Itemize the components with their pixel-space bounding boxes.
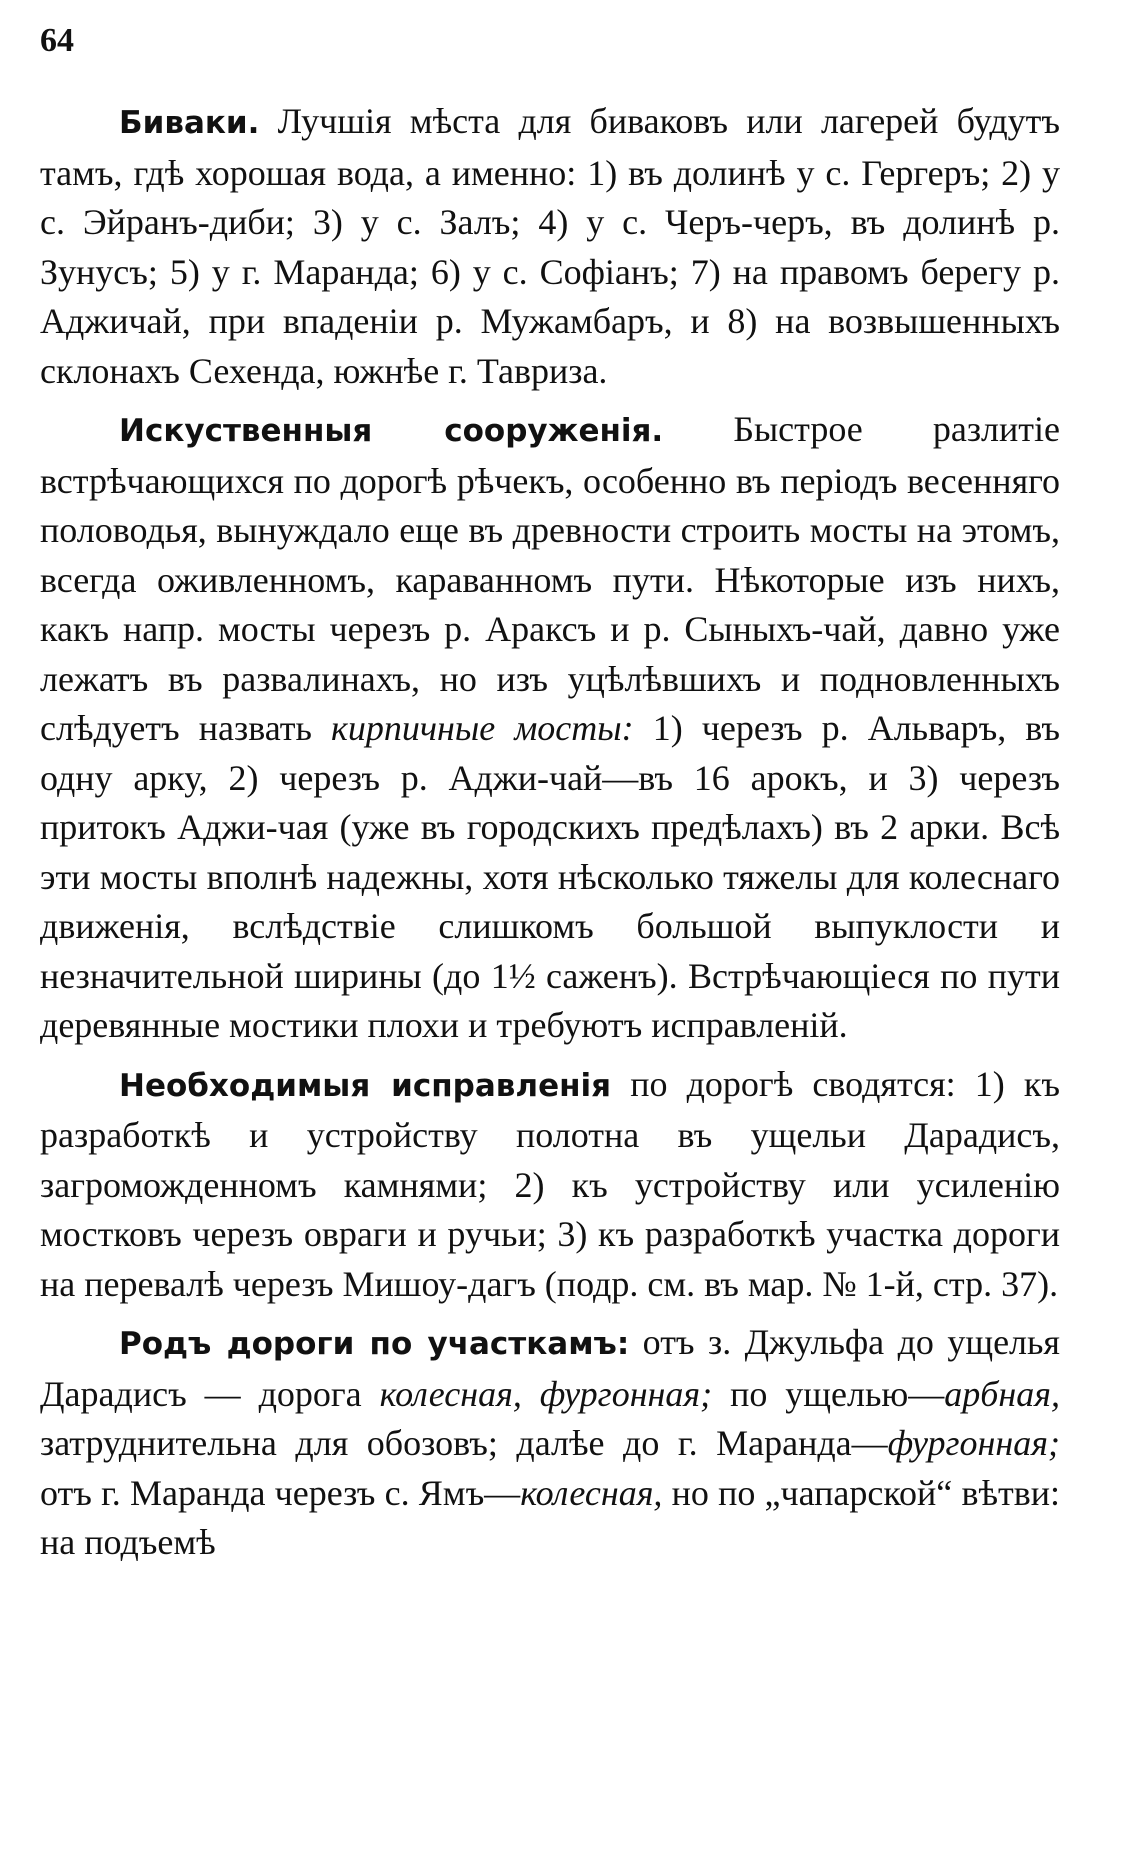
emphasized-text: колесная,: [520, 1472, 663, 1513]
emphasized-text: фургонная;: [887, 1423, 1060, 1463]
body-text: но по „чапарской“ вѣтви: на подъемѣ: [40, 1472, 1060, 1562]
body-text: 1) черезъ р. Альваръ, въ одну арку, 2) черезъ р. Аджи-чай—въ 16 арокъ, и 3) черезъ притокъ Аджи-чая (уже въ городскихъ предѣлахъ) въ 2 арки. Всѣ эти мосты вполнѣ надежны, хотя нѣсколько тяжелы для колеснаго движенія, вслѣдствіе слишкомъ большой выпуклости и незначительной ширины (до 1½ саженъ). Встрѣчающіеся по пути деревянные мостики плохи и требуютъ исправленій.: [40, 708, 1060, 1045]
paragraph: [40, 405, 1060, 1051]
body-text: затруднительна для обозовъ; далѣе до г. Маранда—: [40, 1423, 888, 1463]
body-text: Быстрое разлитіе встрѣчающихся по дорогѣ рѣчекъ, особенно въ періодъ весенняго половодья, вынуждало еще въ древности строить мосты на этомъ, всегда оживленномъ, караванномъ пути. Нѣкоторые изъ нихъ, какъ напр. мосты черезъ р. Араксъ и р. Сыныхъ-чай, давно уже лежатъ въ развалинахъ, но изъ уцѣлѣвшихъ и подновленныхъ слѣдуетъ назвать: [40, 409, 1060, 748]
body-text: по ущелью—: [712, 1373, 945, 1414]
body-text: отъ г. Маранда черезъ с. Ямъ—: [40, 1472, 521, 1513]
body-text: отъ з. Джульфа до ущелья Дарадисъ — дорога: [40, 1322, 1060, 1414]
emphasized-text: колесная, фургонная;: [379, 1373, 713, 1414]
emphasized-text: арбная,: [944, 1373, 1060, 1414]
paragraph: [40, 1318, 1060, 1568]
paragraph-heading: Биваки.: [119, 105, 260, 141]
paragraph: [40, 1060, 1060, 1310]
book-page: [40, 22, 1060, 1832]
body-text: по дорогѣ сводятся: 1) къ разработкѣ и устройству полотна въ ущельи Дарадисъ, загроможденномъ камнями; 2) къ устройству или усиленію мостковъ черезъ овраги и ручьи; 3) къ разработкѣ участка дороги на перевалѣ черезъ Мишоу-дагъ (подр. см. въ мар. № 1-й, стр. 37).: [40, 1063, 1060, 1304]
paragraph-heading: Искуственныя сооруженія.: [119, 413, 664, 449]
body-text: Лучшія мѣста для биваковъ или лагерей будутъ тамъ, гдѣ хорошая вода, а именно: 1) въ долинѣ у с. Гергеръ; 2) у с. Эйранъ-диби; 3) у с. Залъ; 4) у с. Черъ-черъ, въ долинѣ р. Зунусъ; 5) у г. Маранда; 6) у с. Софіанъ; 7) на правомъ берегу р. Аджичай, при впаденіи р. Мужамбаръ, и 8) на возвышенныхъ склонахъ Сехенда, южнѣе г. Тавриза.: [40, 101, 1060, 391]
page-number: 64: [40, 22, 74, 59]
paragraph-heading: Родъ дороги по участкамъ:: [119, 1326, 630, 1362]
paragraph: [40, 97, 1060, 396]
paragraph-heading: Необходимыя исправленія: [119, 1067, 612, 1104]
emphasized-text: кирпичные мосты:: [331, 708, 634, 748]
text-body: [40, 97, 1060, 1577]
